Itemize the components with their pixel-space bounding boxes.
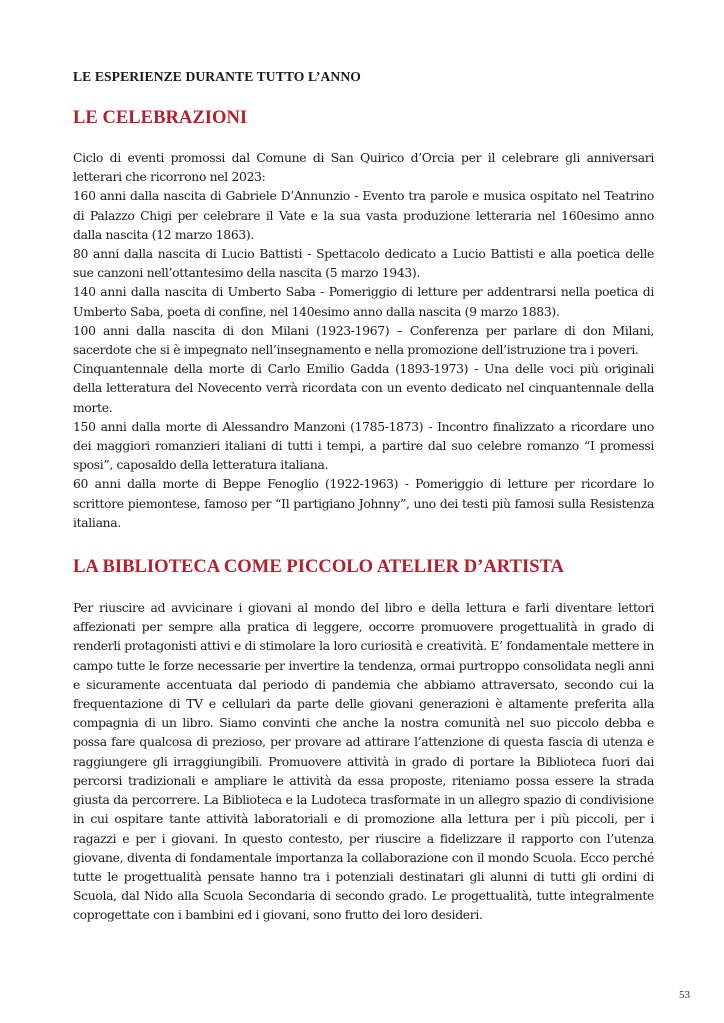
intro-paragraph: Ciclo di eventi promossi dal Comune di San Quirico d’Orcia per il celebrare gli anniversari letterari che ricorrono nel 2023: — [73, 151, 654, 185]
event-saba: 140 anni dalla nascita di Umberto Saba - Pomeriggio di letture per addentrarsi nella poetica di Umberto Saba, poeta di confine, nel 140esimo anno dalla nascita (9 marzo 1883). — [73, 285, 654, 319]
page-number: 53 — [679, 989, 690, 1001]
page-kicker-heading: LE ESPERIENZE DURANTE TUTTO L’ANNO — [73, 69, 361, 84]
event-manzoni: 150 anni dalla morte di Alessandro Manzoni (1785-1873) - Incontro finalizzato a ricordare uno dei maggiori romanzieri italiani di tutti i tempi, a partire dal suo celebre romanzo “I promessi sposi”, caposaldo della letteratura italiana. — [73, 419, 654, 473]
event-fenoglio: 60 anni dalla morte di Beppe Fenoglio (1922-1963) - Pomeriggio di letture per ricordare lo scrittore piemontese, famoso per “Il partigiano Johnny”, uno dei testi più famosi sulla Resistenza italiana. — [73, 477, 654, 530]
event-milani: 100 anni dalla nascita di don Milani (1923-1967) – Conferenza per parlare di don Milani, sacerdote che si è impegnato nell’insegnamento e nella promozione dell’istruzione tra i poveri. — [73, 323, 654, 358]
section-title-celebrazioni: LE CELEBRAZIONI — [73, 107, 248, 128]
section-title-biblioteca: LA BIBLIOTECA COME PICCOLO ATELIER D’ARTISTA — [73, 556, 564, 578]
event-dannunzio: 160 anni dalla nascita di Gabriele D’Annunzio - Evento tra parole e musica ospitato nel Teatrino di Palazzo Chigi per celebrare il Vate e la sua vasta produzione letteraria nel 160esimo anno dalla nascita (12 marzo 1863). — [73, 189, 654, 242]
event-gadda: Cinquantennale della morte di Carlo Emilio Gadda (1893-1973) - Una delle voci più originali della letteratura del Novecento verrà ricordata con un evento dedicato nel cinquantennale della morte. — [73, 362, 654, 415]
event-battisti: 80 anni dalla nascita di Lucio Battisti - Spettacolo dedicato a Lucio Battisti e alla poetica delle sue canzoni nell’ottantesimo della nascita (5 marzo 1943). — [73, 247, 654, 281]
document-page — [73, 68, 654, 926]
biblioteca-paragraph: Per riuscire ad avvicinare i giovani al mondo del libro e della lettura e farli diventare lettori affezionati per sempre alla pratica di leggere, occorre promuovere progettualità in grado di renderli protagonisti attivi e di stimolare la loro curiosità e creatività. E’ fondamentale mettere in campo tutte le forze necessarie per invertire la tendenza, ormai purtroppo consolidata negli anni e sicuramente accentuata dal periodo di pandemia che abbiamo attraversato, secondo cui la frequentazione di TV e cellulari da parte delle giovani generazioni è altamente preferita alla compagnia di un libro. Siamo convinti che anche la nostra comunità nel suo piccolo debba e possa fare qualcosa di prezioso, per provare ad attirare l’attenzione di questa fascia di utenza e raggiungere gli irraggiungibili. Promuovere attività in grado di portare la Biblioteca fuori dai percorsi tradizionali e ampliare le attività da essa proposte, riteniamo possa essere la strada giusta da percorrere. La Biblioteca e la Ludoteca trasformate in un allegro spazio di condivisione in cui ospitare tante attività laboratoriali e di promozione alla lettura per i più piccoli, per i ragazzi e per i giovani. In questo contesto, per riuscire a fidelizzare il rapporto con l’utenza giovane, diventa di fondamentale importanza la collaborazione con il mondo Scuola. Ecco perché tutte le progettualità pensate hanno tra i potenziali destinatari gli alunni di tutti gli ordini di Scuola, dal Nido alla Scuola Secondaria di secondo grado. Le progettualità, tutte integralmente coprogettate con i bambini ed i giovani, sono frutto dei loro desideri. — [73, 601, 654, 923]
section-body-biblioteca — [73, 599, 654, 925]
section-body-celebrazioni — [73, 149, 654, 533]
